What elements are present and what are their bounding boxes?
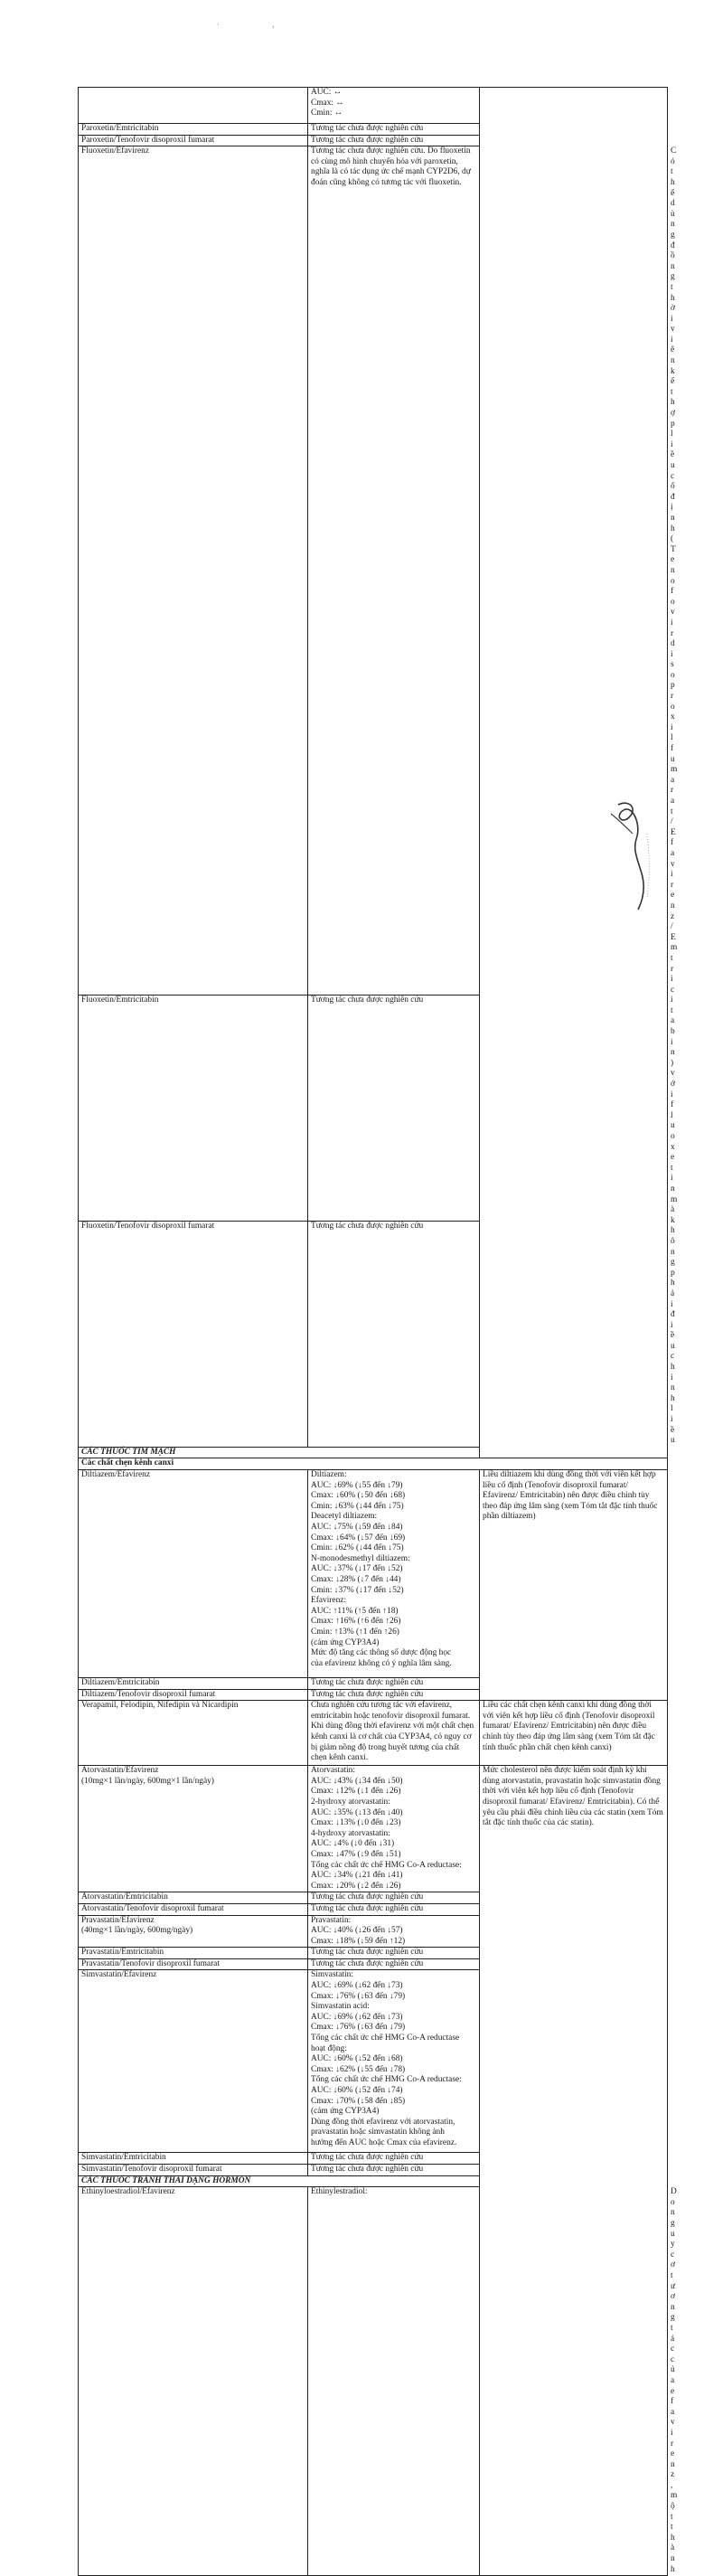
drug-pair-cell <box>79 2165 308 2176</box>
effect-line: Mức độ tăng các thông số dược động học <box>311 1648 452 1658</box>
effect-line: AUC: ↓69% (↓62 đến ↓73) <box>311 1981 403 1991</box>
drug-pair-cell <box>79 1903 308 1915</box>
effect-line: AUC: ↓35% (↓13 đến ↓40) <box>311 1807 403 1817</box>
effect-line: Efavirenz: <box>311 1596 347 1606</box>
effect-line: Tương tác chưa được nghiên cứu <box>311 135 424 145</box>
drug-pair: Simvastatin/Tenofovir disoproxil fumarat <box>81 2165 222 2175</box>
drug-interaction-table <box>78 87 678 2576</box>
drug-pair: Pravastatin/Emtricitabin <box>81 1948 164 1958</box>
effect-cell <box>308 1766 480 1892</box>
drug-pair-cell <box>79 135 308 146</box>
effect-line: Tương tác chưa được nghiên cứu <box>311 1689 424 1699</box>
effect-line: Cmax: ↓60% (↓50 đến ↓68) <box>311 1491 406 1501</box>
effect-cell <box>308 135 480 146</box>
drug-pair: Pravastatin/Efavirenz <box>81 1915 155 1925</box>
section-row <box>79 2175 668 2187</box>
drug-pair-cell <box>79 124 308 136</box>
drug-pair-cell <box>79 2187 308 2576</box>
drug-pair-cell <box>79 2153 308 2165</box>
effect-line: Tương tác chưa được nghiên cứu <box>311 1958 424 1968</box>
effect-line: Tương tác chưa được nghiên cứu <box>311 1222 424 1231</box>
effect-line: Cmax: ↓62% (↓55 đến ↓78) <box>311 2064 406 2074</box>
effect-line: Tương tác chưa được nghiên cứu. Do fluoxetin có cùng mô hình chuyển hóa với paroxetin, nghĩa là có tác dụng ức chế mạnh CYP2D6, dự đoán cũng không có tương tác với fluoxetin. <box>311 146 471 187</box>
effect-line: Cmin: ↓63% (↓44 đến ↓75) <box>311 1501 404 1511</box>
effect-cell <box>308 1222 480 1448</box>
drug-pair: Diltiazem/Efavirenz <box>81 1470 151 1479</box>
effect-line: AUC: ↓75% (↓59 đến ↓84) <box>311 1522 403 1532</box>
effect-line: Cmin: ↓62% (↓44 đến ↓75) <box>311 1543 404 1553</box>
drug-pair: Fluoxetin/Emtricitabin <box>81 995 159 1005</box>
header-marks: · , <box>217 20 300 29</box>
effect-line: hoạt động: <box>311 2043 347 2053</box>
recommendation-cell: Liều các chất chẹn kênh canxi khi dùng đồng thời với viên kết hợp liều cố định (Tenofovir disoproxil fumarat/ Efavirenz/ Emtricitabin) nên được điều chỉnh tùy theo đáp ứng lâm sàng (xem Tóm tắt đặc tính thuốc phần chất chẹn kênh canxi) <box>480 1701 668 1766</box>
table-row <box>79 88 668 124</box>
drug-pair: Paroxetin/Tenofovir disoproxil fumarat <box>81 135 215 145</box>
effect-cell <box>308 1903 480 1915</box>
effect-line: Pravastatin: <box>311 1915 352 1925</box>
effect-line: Chưa nghiên cứu tương tác với efavirenz, emtricitabin hoặc tenofovir disoproxil fumarat. Khi dùng đồng thời efavirenz với một chất chẹn kênh canxi là cơ chất của CYP3A4, có nguy cơ bị giảm nồng độ trong huyết tương của chất chẹn kênh canxi. <box>311 1701 474 1763</box>
effect-line: AUC: ↓69% (↓62 đến ↓73) <box>311 2012 403 2022</box>
effect-line: Diltiazem: <box>311 1470 347 1479</box>
effect-line: Cmin: ↑13% (↑1 đến ↑26) <box>311 1627 399 1637</box>
effect-line: Cmax: ↓12% (↓1 đến ↓26) <box>311 1787 401 1797</box>
effect-line: Cmax: ↓70% (↓58 đến ↓85) <box>311 2096 406 2106</box>
effect-line: Tương tác chưa được nghiên cứu <box>311 2153 424 2163</box>
effect-line: Deacetyl diltiazem: <box>311 1512 378 1522</box>
drug-pair-cell <box>79 995 308 1222</box>
effect-line: hưởng đến AUC hoặc Cmax của efavirenz. <box>311 2137 457 2147</box>
effect-cell <box>308 1948 480 1959</box>
effect-line: AUC: ↑11% (↑5 đến ↑18) <box>311 1606 399 1616</box>
drug-pair-cell <box>79 1915 308 1948</box>
effect-line: (cảm ứng CYP3A4) <box>311 1637 380 1647</box>
effect-line: Tương tác chưa được nghiên cứu <box>311 995 424 1005</box>
effect-line: AUC: ↔ <box>311 88 343 97</box>
effect-cell <box>308 1701 480 1766</box>
effect-cell <box>308 88 480 124</box>
section-heading: CÁC THUỐC TIM MẠCH <box>79 1447 668 1458</box>
effect-line: AUC: ↓40% (↓26 đến ↓57) <box>311 1926 403 1936</box>
effect-cell <box>308 2187 480 2576</box>
dose-note: (40mg×1 lần/ngày, 600mg/ngày) <box>81 1926 193 1936</box>
effect-line: AUC: ↓60% (↓52 đến ↓68) <box>311 2054 403 2064</box>
effect-line: AUC: ↓4% (↓0 đến ↓31) <box>311 1839 395 1849</box>
drug-pair: Verapamil, Felodipin, Nifedipin và Nicardipin <box>81 1701 239 1711</box>
effect-line: Tổng các chất ức chế HMG Co-A reductase <box>311 2033 460 2043</box>
effect-cell <box>308 1689 480 1701</box>
effect-line: Cmax: ↓28% (↓7 đến ↓44) <box>311 1574 401 1584</box>
effect-line: Tổng các chất ức chế HMG Co-A reductase: <box>311 1860 462 1870</box>
effect-line: Cmax: ↔ <box>311 98 344 108</box>
table-row: Ethinyloestradiol/Efavirenz Ethinylestradiol: Do nguy cơ tương tác của efavirenz, một thành <box>79 2187 668 2576</box>
subsection-heading: Các chất chẹn kênh canxi <box>79 1458 668 1470</box>
effect-line: Ethinylestradiol: <box>311 2187 368 2197</box>
drug-pair: Ethinyloestradiol/Efavirenz <box>81 2187 175 2197</box>
effect-cell <box>308 995 480 1222</box>
effect-line: Dùng đồng thời efavirenz với atorvastatin, <box>311 2117 455 2127</box>
effect-line: pravastatin hoặc simvastatin không ảnh <box>311 2128 445 2137</box>
effect-line: (cảm ứng CYP3A4) <box>311 2107 380 2117</box>
effect-line: 4-hydroxy atorvastatin: <box>311 1828 390 1838</box>
drug-pair-cell <box>79 1766 308 1892</box>
effect-line: Cmin: ↔ <box>311 109 343 118</box>
effect-line: Cmax: ↓18% (↓59 đến ↑12) <box>311 1936 406 1946</box>
drug-pair: Diltiazem/Emtricitabin <box>81 1678 160 1687</box>
table-row: Fluoxetin/Efavirenz Tương tác chưa được nghiên cứu. Do fluoxetin có cùng mô hình chuyển hóa với paroxetin, nghĩa là có tác dụng ức chế mạnh CYP2D6, dự đoán cũng không có tương tác với fluoxetin. Có thể dùng đồng thời viên kết hợp liều cố định (Tenofovir disoproxil fumarat/ Efavirenz/ Emtricitabin) với fluoxetin mà không phải điều chỉnh liều <box>79 146 668 995</box>
effect-line: Tương tác chưa được nghiên cứu <box>311 1892 424 1902</box>
effect-line: AUC: ↓43% (↓34 đến ↓50) <box>311 1776 403 1786</box>
signature-stamp <box>602 797 665 915</box>
table-row <box>79 1701 668 1766</box>
effect-cell <box>308 2153 480 2165</box>
drug-pair: Fluoxetin/Efavirenz <box>81 146 149 156</box>
section-heading: CÁC THUỐC TRÁNH THAI DẠNG HORMON <box>79 2175 668 2187</box>
effect-line: N-monodesmethyl diltiazem: <box>311 1553 410 1563</box>
drug-pair: Simvastatin/Emtricitabin <box>81 2153 166 2163</box>
effect-line: Cmax: ↑16% (↑6 đến ↑26) <box>311 1617 401 1627</box>
drug-pair-cell <box>79 1470 308 1678</box>
effect-line: Cmin: ↓37% (↓17 đến ↓52) <box>311 1585 404 1595</box>
effect-line: Tương tác chưa được nghiên cứu <box>311 1903 424 1913</box>
effect-line: Simvastatin: <box>311 1970 353 1980</box>
recommendation-cell: Mức cholesterol nên được kiểm soát định kỳ khi dùng atorvastatin, pravastatin hoặc simvastatin đồng thời với viên kết hợp liều cố định (Tenofovir disoproxil fumarat/ Efavirenz/ Emtricitabin). Có thể yêu cầu phải điều chỉnh liều của các statin (xem Tóm tắt đặc tính thuốc của các statin). <box>480 1766 668 2576</box>
recommendation-cell <box>480 88 668 1458</box>
effect-line: 2-hydroxy atorvastatin: <box>311 1797 390 1807</box>
drug-pair: Pravastatin/Tenofovir disoproxil fumarat <box>81 1958 220 1968</box>
drug-pair: Fluoxetin/Tenofovir disoproxil fumarat <box>81 1222 215 1231</box>
section-row <box>79 1447 668 1458</box>
drug-pair-cell <box>79 88 308 124</box>
effect-line: AUC: ↓60% (↓52 đến ↓74) <box>311 2086 403 2095</box>
effect-line: AUC: ↓69% (↓55 đến ↓79) <box>311 1480 403 1490</box>
drug-pair: Atorvastatin/Emtricitabin <box>81 1892 168 1902</box>
effect-line: Cmax: ↓64% (↓57 đến ↓69) <box>311 1533 406 1543</box>
effect-line: AUC: ↓34% (↓21 đến ↓41) <box>311 1871 403 1881</box>
effect-cell <box>308 1678 480 1690</box>
drug-pair-cell <box>79 1948 308 1959</box>
effect-line: Simvastatin acid: <box>311 2002 370 2012</box>
drug-pair: Atorvastatin/Efavirenz <box>81 1766 159 1776</box>
effect-line: Tổng các chất ức chế HMG Co-A reductase: <box>311 2075 462 2085</box>
drug-pair: Diltiazem/Tenofovir disoproxil fumarat <box>81 1689 216 1699</box>
dose-note: (10mg×1 lần/ngày, 600mg×1 lần/ngày) <box>81 1776 214 1786</box>
effect-cell <box>308 1470 480 1678</box>
effect-cell <box>308 1970 480 2153</box>
drug-pair-cell <box>79 1970 308 2153</box>
drug-pair-cell <box>79 1222 308 1448</box>
table-row <box>79 1766 668 1892</box>
effect-line: Tương tác chưa được nghiên cứu <box>311 2165 424 2175</box>
effect-line: Cmax: ↓13% (↓0 đến ↓23) <box>311 1818 401 1828</box>
drug-pair-cell <box>79 1689 308 1701</box>
drug-pair-cell <box>79 1958 308 1970</box>
effect-cell <box>308 124 480 136</box>
effect-cell <box>308 146 480 995</box>
effect-line: Tương tác chưa được nghiên cứu <box>311 1678 424 1687</box>
table-row <box>79 1470 668 1678</box>
effect-line: Atorvastatin: <box>311 1766 355 1776</box>
effect-line: Cmax: ↓76% (↓63 đến ↓79) <box>311 2023 406 2033</box>
drug-pair-cell <box>79 146 308 995</box>
effect-cell <box>308 1915 480 1948</box>
effect-cell <box>308 2165 480 2176</box>
effect-line: Tương tác chưa được nghiên cứu <box>311 124 424 133</box>
effect-line: Cmax: ↓47% (↓9 đến ↓51) <box>311 1849 401 1859</box>
drug-pair-cell <box>79 1892 308 1904</box>
effect-line: của efavirenz không có ý nghĩa lâm sàng. <box>311 1658 452 1668</box>
effect-cell <box>308 1958 480 1970</box>
drug-pair-cell <box>79 1678 308 1690</box>
effect-line: Tương tác chưa được nghiên cứu <box>311 1948 424 1958</box>
effect-line: Cmax: ↓20% (↓2 đến ↓26) <box>311 1881 401 1891</box>
drug-pair-cell <box>79 1701 308 1766</box>
drug-pair: Simvastatin/Efavirenz <box>81 1970 157 1980</box>
effect-line: AUC: ↓37% (↓17 đến ↓52) <box>311 1564 403 1574</box>
effect-cell <box>308 1892 480 1904</box>
recommendation-cell: Liều diltiazem khi dùng đồng thời với viên kết hợp liều cố định (Tenofovir disoproxil fumarat/ Efavirenz/ Emtricitabin) nên được điều chỉnh tùy theo đáp ứng lâm sàng (xem Tóm tắt đặc tính thuốc phần diltiazem) <box>480 1470 668 1701</box>
drug-pair: Paroxetin/Emtricitabin <box>81 124 159 133</box>
effect-line: Cmax: ↓76% (↓63 đến ↓79) <box>311 1991 406 2001</box>
subsection-row <box>79 1458 668 1470</box>
drug-pair: Atorvastatin/Tenofovir disoproxil fumarat <box>81 1903 224 1913</box>
